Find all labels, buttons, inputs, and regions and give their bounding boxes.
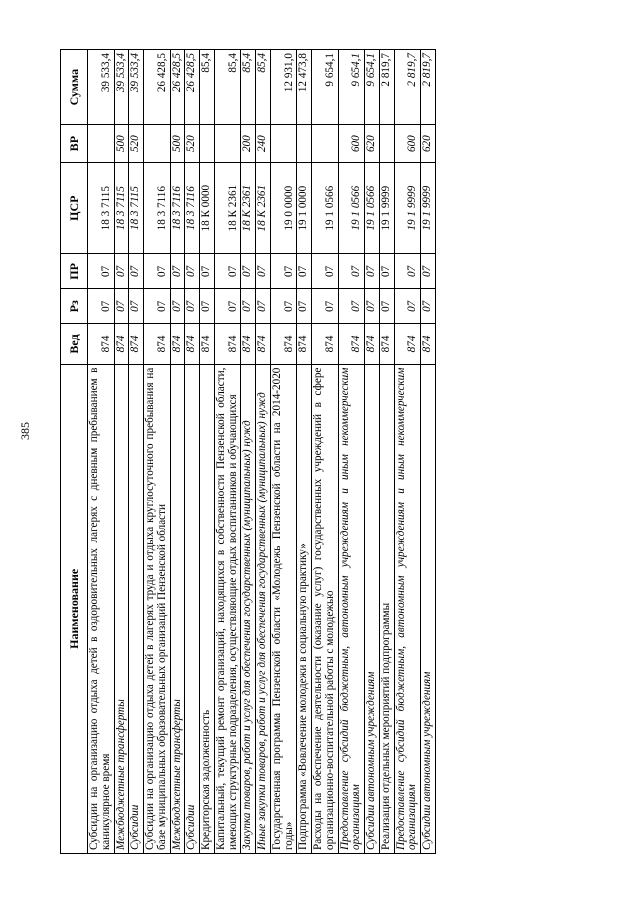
- cell-vr: [270, 125, 297, 163]
- cell-ved: 874: [365, 324, 380, 364]
- cell-rz: 07: [379, 289, 394, 324]
- cell-csr: 18 3 7115: [129, 162, 144, 253]
- cell-ved: 874: [170, 324, 185, 364]
- cell-sum: 85,4: [200, 50, 215, 125]
- table-row: [421, 50, 436, 854]
- cell-vr: 240: [256, 125, 271, 163]
- cell-name: Предоставление субсидий бюджетным, автономным учреждениям и иным некоммерческим организациям: [394, 364, 421, 853]
- cell-rz: 07: [129, 289, 144, 324]
- cell-pr: 07: [365, 254, 380, 289]
- cell-rz: 07: [170, 289, 185, 324]
- cell-vr: 500: [114, 125, 129, 163]
- cell-csr: 18 3 7115: [114, 162, 129, 253]
- cell-rz: 07: [365, 289, 380, 324]
- cell-name: Подпрограмма «Вовлечение молодежи в социальную практику»: [297, 364, 312, 853]
- table-row: [241, 50, 256, 854]
- cell-csr: 18 3 7115: [88, 162, 115, 253]
- cell-vr: [379, 125, 394, 163]
- cell-vr: [144, 125, 171, 163]
- cell-rz: 07: [338, 289, 365, 324]
- cell-sum: 12 931,0: [270, 50, 297, 125]
- cell-rz: 07: [270, 289, 297, 324]
- cell-sum: 26 428,5: [185, 50, 200, 125]
- cell-vr: [297, 125, 312, 163]
- cell-name: Субсидии автономным учреждениям: [365, 364, 380, 853]
- cell-csr: 18 К 0000: [200, 162, 215, 253]
- cell-csr: 19 1 0000: [297, 162, 312, 253]
- table-row: [312, 50, 339, 854]
- cell-ved: 874: [214, 324, 241, 364]
- header-csr: ЦСР: [61, 162, 88, 253]
- cell-rz: 07: [185, 289, 200, 324]
- cell-rz: 07: [312, 289, 339, 324]
- table-row: [270, 50, 297, 854]
- cell-ved: 874: [338, 324, 365, 364]
- cell-rz: 07: [394, 289, 421, 324]
- cell-sum: 2 819,7: [379, 50, 394, 125]
- cell-ved: 874: [114, 324, 129, 364]
- cell-vr: 620: [365, 125, 380, 163]
- header-name: Наименование: [61, 364, 88, 853]
- cell-sum: 85,4: [214, 50, 241, 125]
- cell-csr: 18 К 2361: [256, 162, 271, 253]
- cell-name: Кредиторская задолженность: [200, 364, 215, 853]
- cell-name: Межбюджетные трансферты: [114, 364, 129, 853]
- cell-rz: 07: [297, 289, 312, 324]
- cell-sum: 39 533,4: [129, 50, 144, 125]
- cell-vr: [214, 125, 241, 163]
- cell-pr: 07: [379, 254, 394, 289]
- cell-sum: 9 654,1: [312, 50, 339, 125]
- header-sum: Сумма: [61, 50, 88, 125]
- cell-pr: 07: [241, 254, 256, 289]
- cell-rz: 07: [256, 289, 271, 324]
- cell-ved: 874: [241, 324, 256, 364]
- cell-vr: [88, 125, 115, 163]
- cell-sum: 39 533,4: [114, 50, 129, 125]
- cell-name: Государственная программа Пензенской области «Молодежь Пензенской области на 2014-2020 годы»: [270, 364, 297, 853]
- cell-pr: 07: [256, 254, 271, 289]
- cell-csr: 19 0 0000: [270, 162, 297, 253]
- cell-ved: 874: [421, 324, 436, 364]
- cell-pr: 07: [214, 254, 241, 289]
- table-row: [144, 50, 171, 854]
- cell-name: Предоставление субсидий бюджетным, автономным учреждениям и иным некоммерческим организациям: [338, 364, 365, 853]
- cell-ved: 874: [88, 324, 115, 364]
- cell-rz: 07: [421, 289, 436, 324]
- cell-csr: 19 1 0566: [338, 162, 365, 253]
- cell-rz: 07: [241, 289, 256, 324]
- cell-sum: 2 819,7: [394, 50, 421, 125]
- cell-sum: 9 654,1: [365, 50, 380, 125]
- cell-rz: 07: [200, 289, 215, 324]
- cell-vr: 620: [421, 125, 436, 163]
- page-number: 385: [18, 422, 32, 440]
- cell-csr: 19 1 9999: [379, 162, 394, 253]
- table-row: [256, 50, 271, 854]
- cell-sum: 2 819,7: [421, 50, 436, 125]
- cell-pr: 07: [394, 254, 421, 289]
- cell-pr: 07: [338, 254, 365, 289]
- cell-rz: 07: [214, 289, 241, 324]
- table-row: [185, 50, 200, 854]
- budget-table: [60, 49, 436, 854]
- cell-csr: 18 3 7116: [185, 162, 200, 253]
- cell-csr: 19 1 9999: [394, 162, 421, 253]
- table-row: [214, 50, 241, 854]
- cell-csr: 19 1 0566: [312, 162, 339, 253]
- cell-pr: 07: [114, 254, 129, 289]
- header-vr: ВР: [61, 125, 88, 163]
- header-rz: Рз: [61, 289, 88, 324]
- cell-name: Реализация отдельных мероприятий подпрограммы: [379, 364, 394, 853]
- cell-pr: 07: [185, 254, 200, 289]
- cell-csr: 18 К 2361: [241, 162, 256, 253]
- cell-sum: 85,4: [241, 50, 256, 125]
- cell-ved: 874: [200, 324, 215, 364]
- table-row: [379, 50, 394, 854]
- cell-csr: 19 1 0566: [365, 162, 380, 253]
- cell-vr: 600: [394, 125, 421, 163]
- table-body: [88, 50, 436, 854]
- table-row: [114, 50, 129, 854]
- cell-pr: 07: [297, 254, 312, 289]
- cell-pr: 07: [312, 254, 339, 289]
- cell-ved: 874: [379, 324, 394, 364]
- cell-name: Субсидии на организацию отдыха детей в оздоровительных лагерях с дневным пребыванием в каникулярное время: [88, 364, 115, 853]
- cell-vr: 500: [170, 125, 185, 163]
- cell-pr: 07: [88, 254, 115, 289]
- cell-pr: 07: [200, 254, 215, 289]
- cell-name: Закупка товаров, работ и услуг для обеспечения государственных (муниципальных) нужд: [241, 364, 256, 853]
- table-row: [365, 50, 380, 854]
- cell-ved: 874: [144, 324, 171, 364]
- table-row: [297, 50, 312, 854]
- table-row: [88, 50, 115, 854]
- rotated-table-container: [60, 49, 530, 854]
- cell-ved: 874: [394, 324, 421, 364]
- cell-sum: 26 428,5: [144, 50, 171, 125]
- cell-rz: 07: [114, 289, 129, 324]
- cell-vr: 520: [129, 125, 144, 163]
- cell-vr: [312, 125, 339, 163]
- cell-csr: 18 3 7116: [144, 162, 171, 253]
- cell-rz: 07: [144, 289, 171, 324]
- table-row: [200, 50, 215, 854]
- cell-vr: 600: [338, 125, 365, 163]
- cell-ved: 874: [270, 324, 297, 364]
- cell-name: Субсидии на организацию отдыха детей в лагерях труда и отдыха круглосуточного пребывания на базе муниципальных образовательных организаций Пензенской области: [144, 364, 171, 853]
- cell-sum: 26 428,5: [170, 50, 185, 125]
- cell-ved: 874: [185, 324, 200, 364]
- cell-vr: 520: [185, 125, 200, 163]
- cell-csr: 18 3 7116: [170, 162, 185, 253]
- cell-csr: 19 1 9999: [421, 162, 436, 253]
- cell-name: Субсидии автономным учреждениям: [421, 364, 436, 853]
- cell-ved: 874: [129, 324, 144, 364]
- cell-name: Капитальный, текущий ремонт организаций, находящихся в собственности Пензенской области, имеющих структурные подразделения, осуществляющие отдых воспитанников и обучающихся: [214, 364, 241, 853]
- cell-pr: 07: [270, 254, 297, 289]
- cell-vr: [200, 125, 215, 163]
- cell-name: Межбюджетные трансферты: [170, 364, 185, 853]
- table-header-row: [61, 50, 88, 854]
- header-pr: ПР: [61, 254, 88, 289]
- cell-vr: 200: [241, 125, 256, 163]
- cell-ved: 874: [256, 324, 271, 364]
- cell-ved: 874: [312, 324, 339, 364]
- table-row: [129, 50, 144, 854]
- table-row: [170, 50, 185, 854]
- cell-rz: 07: [88, 289, 115, 324]
- cell-sum: 9 654,1: [338, 50, 365, 125]
- cell-pr: 07: [421, 254, 436, 289]
- cell-ved: 874: [297, 324, 312, 364]
- table-row: [338, 50, 365, 854]
- cell-name: Субсидии: [129, 364, 144, 853]
- cell-name: Расходы на обеспечение деятельности (оказание услуг) государственных учреждений в сфере организационно-воспитательной работы с молодежью: [312, 364, 339, 853]
- cell-sum: 39 533,4: [88, 50, 115, 125]
- table-row: [394, 50, 421, 854]
- header-ved: Вед: [61, 324, 88, 364]
- cell-pr: 07: [144, 254, 171, 289]
- cell-csr: 18 К 2361: [214, 162, 241, 253]
- cell-pr: 07: [129, 254, 144, 289]
- cell-sum: 12 473,8: [297, 50, 312, 125]
- cell-name: Субсидии: [185, 364, 200, 853]
- cell-sum: 85,4: [256, 50, 271, 125]
- cell-pr: 07: [170, 254, 185, 289]
- cell-name: Иные закупки товаров, работ и услуг для обеспечения государственных (муниципальных) нужд: [256, 364, 271, 853]
